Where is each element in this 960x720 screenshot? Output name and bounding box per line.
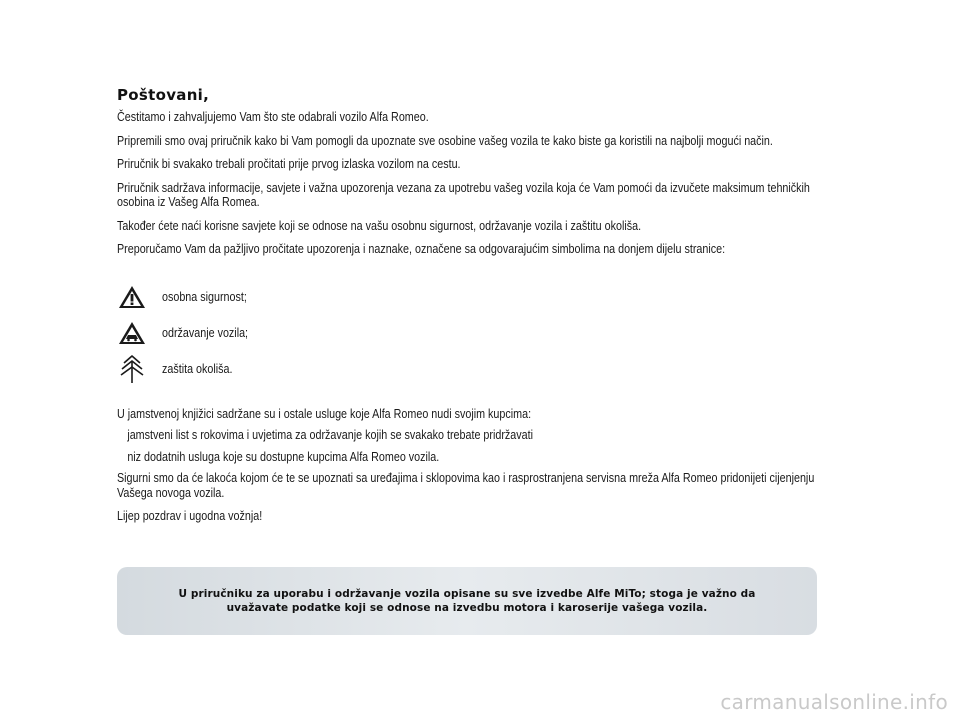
symbol-label-environment: zaštita okoliša. <box>162 361 233 376</box>
warranty-item-1: jamstveni list s rokovima i uvjetima za održavanje kojih se svakako trebate pridržavati <box>127 428 534 442</box>
page-heading: Poštovani, <box>117 86 210 104</box>
symbol-label-maintenance: održavanje vozila; <box>162 325 249 340</box>
warranty-intro: U jamstvenoj knjižici sadržane su i ostale usluge koje Alfa Romeo nudi svojim kupcima: <box>117 406 532 421</box>
watermark: carmanualsonline.info <box>720 690 948 714</box>
intro-paragraph-2: Pripremili smo ovaj priručnik kako bi Vam pomogli da upoznate sve osobine vašeg vozila te kako biste ga koristili na najbolji mogući način. <box>117 133 773 148</box>
symbol-row-environment <box>117 351 829 387</box>
symbol-legend <box>117 279 829 387</box>
intro-paragraph-3: Priručnik bi svakako trebali pročitati prije prvog izlaska vozilom na cestu. <box>117 157 461 171</box>
intro-paragraph-4: Priručnik sadržava informacije, savjete i važna upozorenja vezana za upotrebu vašeg vozila koja će Vam pomoći da izvučete maksimum tehničkih osobina iz Vašeg Alfa Romea. <box>117 180 810 209</box>
manual-page <box>117 86 829 533</box>
symbol-row-maintenance <box>117 315 829 351</box>
notice-box <box>117 567 817 635</box>
closing-paragraph-1: Sigurni smo da će lakoća kojom će te se upoznati sa uređajima i sklopovima kao i rasprostranjena servisna mreža Alfa Romeo pridonijeti cijenjenju Vašega novoga vozila. <box>117 471 815 500</box>
warranty-item-2: niz dodatnih usluga koje su dostupne kupcima Alfa Romeo vozila. <box>127 449 440 464</box>
intro-paragraph-6: Preporučamo Vam da pažljivo pročitate upozorenja i naznake, označene sa odgovarajućim simbolima na donjem dijelu stranice: <box>117 242 726 256</box>
closing-paragraph-2: Lijep pozdrav i ugodna vožnja! <box>117 509 263 523</box>
symbol-row-safety <box>117 279 829 315</box>
intro-paragraph-5: Također ćete naći korisne savjete koji se odnose na vašu osobnu sigurnost, održavanje vozila i zaštitu okoliša. <box>117 218 642 233</box>
tree-environment-icon <box>117 354 147 384</box>
warning-triangle-icon <box>117 282 147 312</box>
car-maintenance-icon <box>117 318 147 348</box>
notice-text: U priručniku za uporabu i održavanje vozila opisane su sve izvedbe Alfe MiTo; stoga je važno da uvažavate podatke koji se odnose na izvedbu motora i karoserije vašega vozila. <box>178 588 756 614</box>
symbol-label-safety: osobna sigurnost; <box>162 289 247 304</box>
intro-paragraph-1: Čestitamo i zahvaljujemo Vam što ste odabrali vozilo Alfa Romeo. <box>117 110 429 124</box>
